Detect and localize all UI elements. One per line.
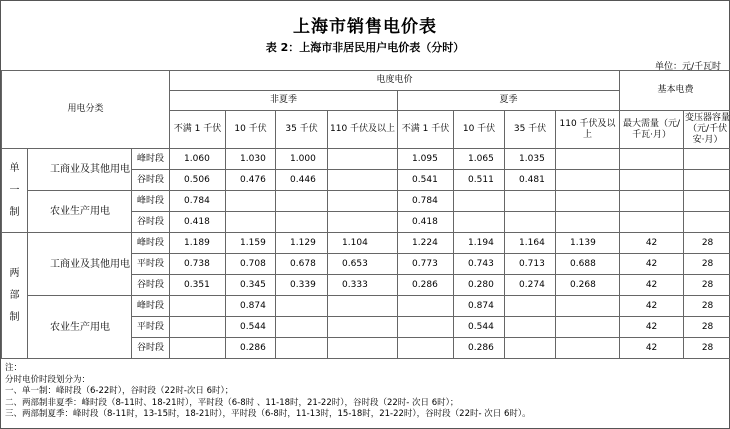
price-cell	[276, 338, 328, 359]
price-cell	[328, 149, 398, 170]
period-label: 谷时段	[132, 275, 170, 296]
max-demand-fee: 42	[620, 296, 684, 317]
price-cell: 0.713	[505, 254, 556, 275]
price-cell	[276, 212, 328, 233]
price-cell: 0.351	[170, 275, 226, 296]
price-cell: 0.481	[505, 170, 556, 191]
note-line: 二、两部制非夏季：峰时段（8-11时、18-21时），平时段（6-8时 、11-18时，21-22时），谷时段（22时- 次日 6时）；	[5, 397, 459, 408]
table-row	[2, 191, 730, 212]
max-demand-fee	[620, 170, 684, 191]
category-industrial: 工商业及其他用电	[28, 149, 132, 191]
price-cell: 0.743	[454, 254, 505, 275]
transformer-fee	[684, 170, 730, 191]
price-cell	[556, 212, 620, 233]
price-cell	[398, 338, 454, 359]
price-cell	[276, 191, 328, 212]
max-demand-fee: 42	[620, 317, 684, 338]
price-cell: 0.418	[170, 212, 226, 233]
transformer-fee: 28	[684, 317, 730, 338]
price-cell	[505, 212, 556, 233]
price-cell: 1.104	[328, 233, 398, 254]
price-cell	[556, 338, 620, 359]
table-row	[2, 233, 730, 254]
price-cell: 1.030	[226, 149, 276, 170]
price-cell: 1.189	[170, 233, 226, 254]
header-ns-level-4: 110 千伏及以上	[328, 111, 398, 149]
price-cell: 0.345	[226, 275, 276, 296]
max-demand-fee	[620, 149, 684, 170]
period-label: 平时段	[132, 317, 170, 338]
system-char: 两	[9, 267, 20, 279]
note-line: 一、单一制：峰时段（6-22时），谷时段（22时-次日 6时）；	[5, 386, 234, 396]
transformer-fee: 28	[684, 338, 730, 359]
price-cell: 0.688	[556, 254, 620, 275]
period-label: 谷时段	[132, 170, 170, 191]
price-cell: 0.506	[170, 170, 226, 191]
price-cell: 0.511	[454, 170, 505, 191]
header-transformer: 变压器容量（元/千伏安·月）	[684, 111, 730, 149]
price-cell	[276, 317, 328, 338]
price-cell: 0.280	[454, 275, 505, 296]
price-cell: 1.060	[170, 149, 226, 170]
document-title: 上海市销售电价表	[293, 17, 437, 37]
period-label: 峰时段	[132, 233, 170, 254]
header-s-level-2: 10 千伏	[454, 111, 505, 149]
header-s-level-1: 不满 1 千伏	[398, 111, 454, 149]
max-demand-fee	[620, 212, 684, 233]
system-single-rate	[2, 149, 28, 233]
note-line: 注：	[5, 363, 23, 373]
price-cell	[170, 296, 226, 317]
price-cell: 0.541	[398, 170, 454, 191]
header-max-demand: 最大需量（元/千瓦·月）	[620, 111, 684, 149]
tariff-table	[1, 70, 730, 359]
price-cell: 0.544	[226, 317, 276, 338]
price-cell: 0.274	[505, 275, 556, 296]
price-cell	[328, 170, 398, 191]
transformer-fee: 28	[684, 233, 730, 254]
header-ns-level-2: 10 千伏	[226, 111, 276, 149]
price-cell: 0.773	[398, 254, 454, 275]
price-cell: 0.784	[170, 191, 226, 212]
price-cell	[556, 149, 620, 170]
period-label: 峰时段	[132, 191, 170, 212]
note-line: 三、两部制夏季：峰时段（8-11时，13-15时，18-21时），平时段（6-8时，11-13时，15-18时，21-22时），谷时段（22时- 次日 6时）。	[5, 409, 531, 419]
price-cell	[170, 338, 226, 359]
price-cell	[505, 296, 556, 317]
system-two-part-rate	[2, 233, 28, 359]
notes-section	[5, 363, 531, 421]
price-cell: 1.129	[276, 233, 328, 254]
price-cell: 1.139	[556, 233, 620, 254]
price-cell	[556, 317, 620, 338]
price-cell	[505, 317, 556, 338]
price-cell	[454, 191, 505, 212]
price-cell: 0.418	[398, 212, 454, 233]
system-char: 一	[9, 184, 20, 196]
price-cell: 0.544	[454, 317, 505, 338]
table-row	[2, 149, 730, 170]
price-cell	[398, 296, 454, 317]
price-cell: 0.678	[276, 254, 328, 275]
table-subtitle: 表 2：上海市非居民用户电价表（分时）	[265, 41, 465, 54]
period-label: 谷时段	[132, 338, 170, 359]
unit-label: 单位：元/千瓦时	[654, 62, 721, 72]
period-label: 峰时段	[132, 296, 170, 317]
price-cell: 0.339	[276, 275, 328, 296]
transformer-fee: 28	[684, 254, 730, 275]
price-cell: 1.164	[505, 233, 556, 254]
system-char: 制	[9, 206, 20, 218]
price-cell	[276, 296, 328, 317]
price-cell: 1.224	[398, 233, 454, 254]
header-s-level-3: 35 千伏	[505, 111, 556, 149]
max-demand-fee: 42	[620, 275, 684, 296]
price-cell: 0.446	[276, 170, 328, 191]
price-cell: 1.095	[398, 149, 454, 170]
header-category: 用电分类	[2, 71, 170, 149]
category-agricultural: 农业生产用电	[28, 191, 132, 233]
price-cell: 0.874	[226, 296, 276, 317]
period-label: 平时段	[132, 254, 170, 275]
max-demand-fee	[620, 191, 684, 212]
price-cell: 0.738	[170, 254, 226, 275]
max-demand-fee: 42	[620, 254, 684, 275]
price-cell: 0.333	[328, 275, 398, 296]
price-cell: 0.286	[226, 338, 276, 359]
system-char: 单	[9, 162, 20, 174]
price-cell: 1.035	[505, 149, 556, 170]
header-ns-level-1: 不满 1 千伏	[170, 111, 226, 149]
price-cell: 0.286	[454, 338, 505, 359]
category-agricultural: 农业生产用电	[28, 296, 132, 359]
header-ns-level-3: 35 千伏	[276, 111, 328, 149]
price-cell: 0.874	[454, 296, 505, 317]
header-energy-price: 电度电价	[170, 71, 620, 91]
price-cell: 0.268	[556, 275, 620, 296]
price-cell	[556, 170, 620, 191]
price-cell: 0.286	[398, 275, 454, 296]
header-basic-fee: 基本电费	[620, 71, 730, 111]
header-summer: 夏季	[398, 91, 620, 111]
price-cell: 0.476	[226, 170, 276, 191]
price-cell	[556, 296, 620, 317]
system-char: 制	[9, 311, 20, 323]
category-industrial: 工商业及其他用电	[28, 233, 132, 296]
price-cell: 0.784	[398, 191, 454, 212]
price-cell	[226, 212, 276, 233]
price-cell	[226, 191, 276, 212]
price-cell	[398, 317, 454, 338]
max-demand-fee: 42	[620, 233, 684, 254]
max-demand-fee: 42	[620, 338, 684, 359]
price-cell	[328, 338, 398, 359]
table-row	[2, 296, 730, 317]
price-cell: 0.708	[226, 254, 276, 275]
transformer-fee: 28	[684, 296, 730, 317]
price-cell	[328, 191, 398, 212]
price-cell: 0.653	[328, 254, 398, 275]
price-cell: 1.000	[276, 149, 328, 170]
price-cell	[328, 317, 398, 338]
price-cell	[328, 296, 398, 317]
price-cell: 1.159	[226, 233, 276, 254]
transformer-fee	[684, 149, 730, 170]
note-line: 分时电价时段划分为：	[5, 374, 91, 385]
period-label: 峰时段	[132, 149, 170, 170]
price-cell	[556, 191, 620, 212]
price-cell	[505, 191, 556, 212]
transformer-fee	[684, 212, 730, 233]
price-cell	[170, 317, 226, 338]
price-cell: 1.065	[454, 149, 505, 170]
system-char: 部	[9, 289, 20, 301]
transformer-fee: 28	[684, 275, 730, 296]
price-cell: 1.194	[454, 233, 505, 254]
period-label: 谷时段	[132, 212, 170, 233]
transformer-fee	[684, 191, 730, 212]
price-cell	[454, 212, 505, 233]
header-s-level-4: 110 千伏及以上	[556, 111, 620, 149]
price-cell	[328, 212, 398, 233]
price-cell	[505, 338, 556, 359]
header-non-summer: 非夏季	[170, 91, 398, 111]
